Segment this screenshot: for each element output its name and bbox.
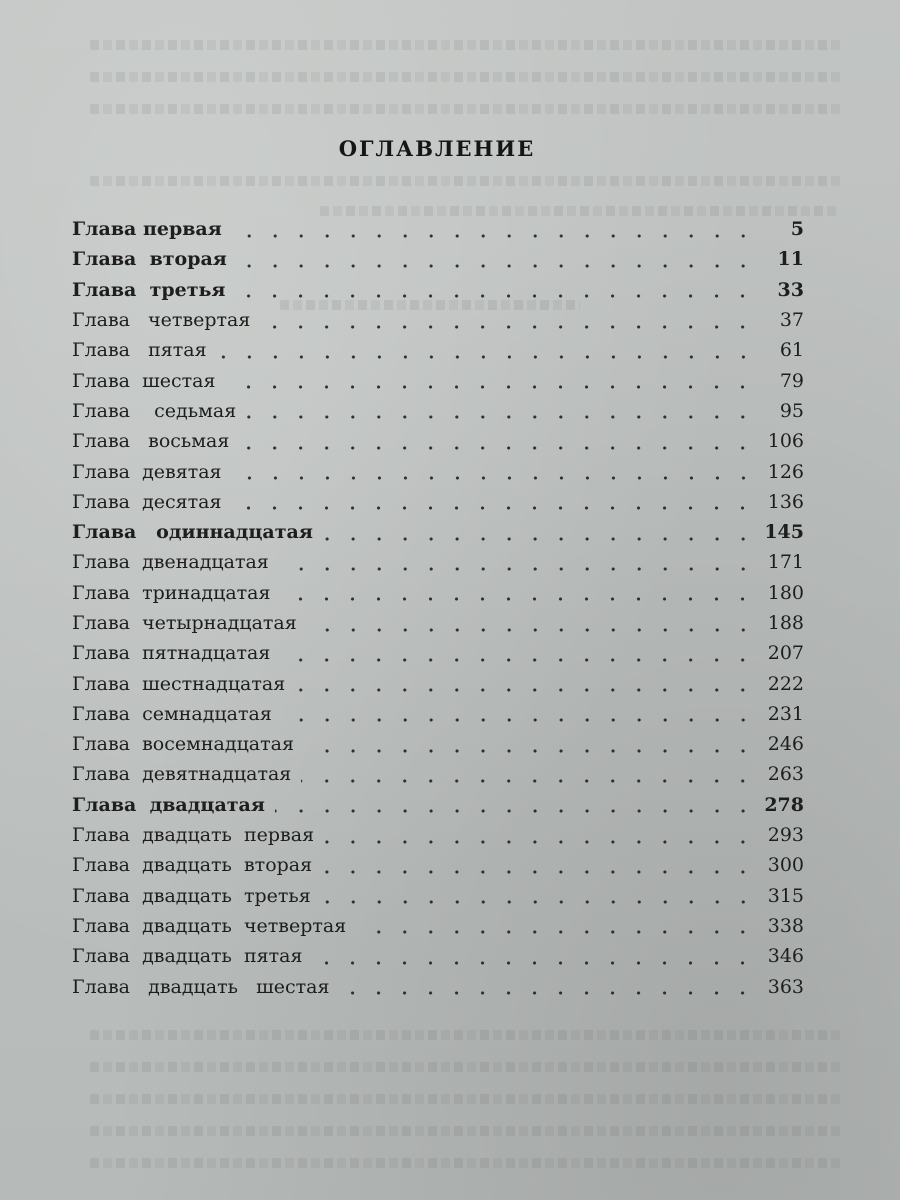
toc-entry — [72, 881, 804, 911]
dot-leader — [301, 765, 756, 784]
toc-entry-title: Глава одиннадцатая — [72, 521, 313, 544]
dot-leader — [239, 432, 756, 451]
toc-entry — [72, 638, 804, 668]
toc-entry-title: Глава двенадцатая — [72, 551, 269, 574]
toc-entry-title: Глава двадцатая — [72, 793, 265, 816]
page-title: ОГЛАВЛЕНИЕ — [338, 136, 536, 161]
toc-entry — [72, 820, 804, 850]
toc-entry — [72, 426, 804, 456]
toc-entry — [72, 305, 804, 335]
toc-entry-page-number: 207 — [767, 642, 804, 665]
toc-entry-page-number: 106 — [767, 430, 804, 453]
dot-leader — [217, 341, 756, 360]
toc-entry-page-number: 338 — [767, 914, 804, 937]
dot-leader — [237, 250, 756, 269]
toc-entry-page-number: 246 — [767, 733, 804, 756]
toc-entry-page-number: 33 — [777, 278, 804, 301]
toc-entry-page-number: 171 — [767, 551, 804, 574]
toc-entry — [72, 396, 804, 426]
dot-leader — [322, 856, 756, 875]
bleed-through-line — [90, 1062, 840, 1072]
toc-entry — [72, 487, 804, 517]
dot-leader — [323, 523, 756, 542]
toc-entry-title: Глава вторая — [72, 248, 227, 271]
toc-entry-title: Глава десятая — [72, 490, 222, 513]
toc-entry-title: Глава семнадцатая — [72, 702, 272, 725]
toc-entry — [72, 547, 804, 577]
toc-entry-page-number: 222 — [767, 672, 804, 695]
toc-entry — [72, 850, 804, 880]
table-of-contents — [72, 214, 804, 1002]
dot-leader — [235, 280, 756, 299]
toc-entry-title: Глава шестая — [72, 369, 216, 392]
toc-entry — [72, 668, 804, 698]
toc-entry — [72, 244, 804, 274]
toc-entry-page-number: 145 — [764, 521, 804, 544]
toc-entry-title: Глава первая — [72, 218, 222, 241]
toc-entry-title: Глава шестнадцатая — [72, 672, 286, 695]
toc-entry-page-number: 278 — [764, 793, 804, 816]
toc-entry-title: Глава четырнадцатая — [72, 612, 297, 634]
toc-entry-page-number: 11 — [777, 248, 804, 271]
toc-entry-page-number: 300 — [767, 854, 804, 877]
toc-entry-page-number: 126 — [767, 460, 804, 483]
toc-entry-title: Глава восьмая — [72, 430, 230, 453]
toc-entry-title: Глава двадцать третья — [72, 884, 311, 907]
toc-entry-title: Глава четвертая — [72, 309, 251, 332]
dot-leader — [339, 977, 756, 996]
toc-entry-title: Глава девятая — [72, 460, 222, 483]
toc-entry — [72, 517, 804, 547]
bleed-through-line — [90, 40, 840, 50]
bleed-through-line — [90, 104, 840, 114]
toc-entry-title: Глава двадцать первая — [72, 824, 315, 847]
toc-entry-page-number: 95 — [779, 399, 804, 422]
toc-entry-page-number: 315 — [767, 884, 804, 907]
toc-entry — [72, 911, 804, 941]
toc-entry-page-number: 231 — [767, 702, 804, 725]
dot-leader — [295, 674, 756, 693]
toc-entry-page-number: 5 — [790, 218, 804, 241]
toc-entry — [72, 214, 804, 244]
toc-entry — [72, 608, 804, 638]
toc-entry-page-number: 188 — [767, 612, 804, 634]
toc-entry-page-number: 363 — [767, 975, 804, 998]
bleed-through-line — [90, 176, 840, 186]
toc-entry-title: Глава пятнадцатая — [72, 642, 271, 665]
toc-entry-title: Глава двадцать вторая — [72, 854, 313, 877]
dot-leader — [307, 614, 756, 633]
bleed-through-line — [90, 1158, 840, 1168]
toc-entry — [72, 729, 804, 759]
dot-leader — [321, 886, 756, 905]
toc-entry-page-number: 37 — [779, 309, 804, 332]
dot-leader — [282, 704, 756, 723]
dot-leader — [232, 220, 756, 239]
dot-leader — [275, 795, 756, 814]
toc-entry — [72, 578, 804, 608]
bleed-through-line — [90, 1094, 840, 1104]
toc-entry — [72, 759, 804, 789]
dot-leader — [312, 947, 756, 966]
toc-entry — [72, 335, 804, 365]
toc-entry-page-number: 180 — [767, 581, 804, 604]
dot-leader — [232, 462, 756, 481]
toc-entry-title: Глава пятая — [72, 339, 207, 362]
bleed-through-line — [90, 1030, 840, 1040]
toc-entry-page-number: 136 — [767, 490, 804, 513]
toc-entry-title: Глава двадцать шестая — [72, 975, 330, 998]
toc-entry — [72, 971, 804, 1001]
dot-leader — [246, 401, 756, 420]
toc-entry — [72, 790, 804, 820]
toc-entry-page-number: 293 — [767, 824, 804, 847]
bleed-through-line — [90, 72, 840, 82]
dot-leader — [260, 311, 756, 330]
toc-entry-page-number: 263 — [767, 763, 804, 786]
dot-leader — [304, 735, 756, 754]
dot-leader — [324, 826, 756, 845]
dot-leader — [280, 583, 756, 602]
toc-entry-page-number: 79 — [779, 369, 804, 392]
toc-entry-title: Глава седьмая — [72, 399, 237, 422]
toc-entry-page-number: 61 — [779, 339, 804, 362]
bleed-through-line — [90, 1126, 840, 1136]
dot-leader — [279, 553, 756, 572]
toc-entry-title: Глава тринадцатая — [72, 581, 271, 604]
dot-leader — [231, 492, 756, 511]
dot-leader — [280, 644, 756, 663]
toc-entry-title: Глава третья — [72, 278, 226, 301]
toc-entry-page-number: 346 — [767, 945, 804, 968]
toc-entry — [72, 699, 804, 729]
toc-entry — [72, 365, 804, 395]
toc-entry-title: Глава двадцать пятая — [72, 945, 303, 968]
toc-entry — [72, 275, 804, 305]
toc-entry-title: Глава двадцать четвертая — [72, 914, 347, 937]
dot-leader — [225, 371, 756, 390]
toc-entry — [72, 456, 804, 486]
dot-leader — [356, 916, 756, 935]
toc-entry — [72, 941, 804, 971]
toc-entry-title: Глава восемнадцатая — [72, 733, 294, 756]
toc-entry-title: Глава девятнадцатая — [72, 763, 292, 786]
